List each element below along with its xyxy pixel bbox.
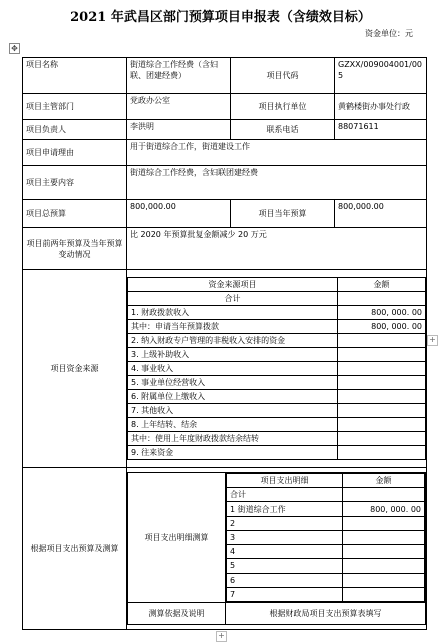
expense-item-label: 4 [227, 545, 343, 559]
table-row [128, 334, 426, 348]
table-row [23, 200, 427, 228]
table-row [128, 404, 426, 418]
total-budget-label: 项目总预算 [23, 200, 127, 228]
table-row [128, 292, 426, 306]
total-budget-value[interactable]: 800,000.00 [127, 200, 231, 228]
funding-item-amount[interactable]: 800, 000. 00 [338, 320, 426, 334]
expense-label: 根据项目支出预算及测算 [23, 468, 127, 630]
currency-unit: 资金单位：元 [365, 29, 413, 38]
table-row [227, 573, 425, 587]
reason-value[interactable]: 用于街道综合工作，街道建设工作 [127, 140, 427, 166]
funding-item-amount[interactable]: 800, 000. 00 [338, 306, 426, 320]
project-name-value[interactable]: 街道综合工作经费（含妇联、团建经费） [127, 58, 231, 94]
expense-item-label: 7 [227, 587, 343, 601]
table-move-handle-icon[interactable]: ✥ [9, 43, 20, 54]
expense-item-amount[interactable] [343, 516, 425, 530]
funding-item-label: 5. 事业单位经营收入 [128, 376, 338, 390]
year-budget-value[interactable]: 800,000.00 [335, 200, 427, 228]
expense-cell [127, 468, 427, 630]
table-row [128, 320, 426, 334]
project-code-value[interactable]: GZXX/009004001/005 [335, 58, 427, 94]
funding-item-amount[interactable] [338, 418, 426, 432]
funding-item-amount[interactable] [338, 446, 426, 460]
table-row [23, 228, 427, 270]
funding-item-label: 9. 往来资金 [128, 446, 338, 460]
funding-item-amount[interactable] [338, 362, 426, 376]
expense-item-label: 6 [227, 573, 343, 587]
document-title: 2021 年武昌区部门预算项目申报表（含绩效目标） [70, 10, 371, 25]
budget-change-value[interactable]: 比 2020 年预算批复金额减少 20 万元 [127, 228, 427, 270]
table-row [128, 278, 426, 292]
table-row [23, 468, 427, 630]
dept-label: 项目主管部门 [23, 94, 127, 120]
year-budget-label: 项目当年预算 [231, 200, 335, 228]
funding-item-label: 其中：使用上年度财政拨款结余结转 [128, 432, 338, 446]
table-row [128, 390, 426, 404]
funding-item-label: 2. 纳入财政专户管理的非税收入安排的资金 [128, 334, 338, 348]
funding-item-amount[interactable] [338, 292, 426, 306]
expense-item-label: 2 [227, 516, 343, 530]
table-row [128, 362, 426, 376]
expense-item-amount[interactable]: 800, 000. 00 [343, 502, 425, 516]
table-row [23, 140, 427, 166]
owner-label: 项目负责人 [23, 120, 127, 140]
expense-item-amount[interactable] [343, 545, 425, 559]
table-row [227, 530, 425, 544]
owner-value[interactable]: 李洪明 [127, 120, 231, 140]
basis-label: 测算依据及说明 [128, 603, 226, 625]
expense-item-amount[interactable] [343, 573, 425, 587]
table-row [227, 587, 425, 601]
table-row [227, 559, 425, 573]
expense-table [226, 473, 425, 602]
table-row [128, 432, 426, 446]
expense-detail-label: 项目支出明细测算 [128, 473, 226, 603]
basis-value[interactable]: 根据财政局项目支出预算表填写 [226, 603, 426, 625]
funding-item-label: 1. 财政拨款收入 [128, 306, 338, 320]
funding-item-amount[interactable] [338, 404, 426, 418]
expense-item-amount[interactable] [343, 559, 425, 573]
table-row [23, 58, 427, 94]
table-row [227, 488, 425, 502]
table-row [23, 166, 427, 200]
phone-label: 联系电话 [231, 120, 335, 140]
expense-header-item: 项目支出明细 [227, 474, 343, 488]
expense-outer-table [127, 472, 426, 625]
funding-item-label: 其中：申请当年预算拨款 [128, 320, 338, 334]
funding-item-amount[interactable] [338, 348, 426, 362]
expense-header-amount: 金额 [343, 474, 425, 488]
funding-item-amount[interactable] [338, 432, 426, 446]
phone-value[interactable]: 88071611 [335, 120, 427, 140]
project-name-label: 项目名称 [23, 58, 127, 94]
table-row [227, 474, 425, 488]
table-row [128, 418, 426, 432]
table-row [227, 545, 425, 559]
expense-item-label: 3 [227, 530, 343, 544]
reason-label: 项目申请理由 [23, 140, 127, 166]
funding-header-amount: 金额 [338, 278, 426, 292]
budget-change-label: 项目前两年预算及当年预算变动情况 [23, 228, 127, 270]
expense-item-amount[interactable] [343, 488, 425, 502]
project-code-label: 项目代码 [231, 58, 335, 94]
expense-detail-cell [226, 473, 426, 603]
funding-item-amount[interactable] [338, 376, 426, 390]
table-row [128, 376, 426, 390]
expense-item-label: 5 [227, 559, 343, 573]
content-label: 项目主要内容 [23, 166, 127, 200]
funding-item-amount[interactable] [338, 390, 426, 404]
table-row [128, 306, 426, 320]
dept-value[interactable]: 党政办公室 [127, 94, 231, 120]
table-row [23, 120, 427, 140]
table-row [128, 348, 426, 362]
funding-item-label: 7. 其他收入 [128, 404, 338, 418]
expense-item-amount[interactable] [343, 587, 425, 601]
funding-table [127, 277, 426, 460]
table-row [23, 94, 427, 120]
table-row [227, 502, 425, 516]
budget-table [22, 57, 427, 630]
add-row-icon[interactable]: + [216, 631, 227, 642]
table-row [128, 446, 426, 460]
funding-item-label: 4. 事业收入 [128, 362, 338, 376]
funding-source-cell [127, 270, 427, 468]
exec-unit-value[interactable]: 黄鹤楼街办事处行政 [335, 94, 427, 120]
table-row [23, 270, 427, 468]
funding-header-item: 资金来源项目 [128, 278, 338, 292]
expense-item-label: 1 街道综合工作 [227, 502, 343, 516]
funding-item-label: 6. 附属单位上缴收入 [128, 390, 338, 404]
funding-item-label: 8. 上年结转、结余 [128, 418, 338, 432]
expense-item-label: 合计 [227, 488, 343, 502]
table-row [227, 516, 425, 530]
content-value[interactable]: 街道综合工作经费，含妇联团建经费 [127, 166, 427, 200]
add-column-icon[interactable]: + [427, 335, 438, 346]
funding-item-amount[interactable] [338, 334, 426, 348]
funding-source-label: 项目资金来源 [23, 270, 127, 468]
funding-item-label: 3. 上级补助收入 [128, 348, 338, 362]
expense-item-amount[interactable] [343, 530, 425, 544]
exec-unit-label: 项目执行单位 [231, 94, 335, 120]
funding-item-label: 合计 [128, 292, 338, 306]
